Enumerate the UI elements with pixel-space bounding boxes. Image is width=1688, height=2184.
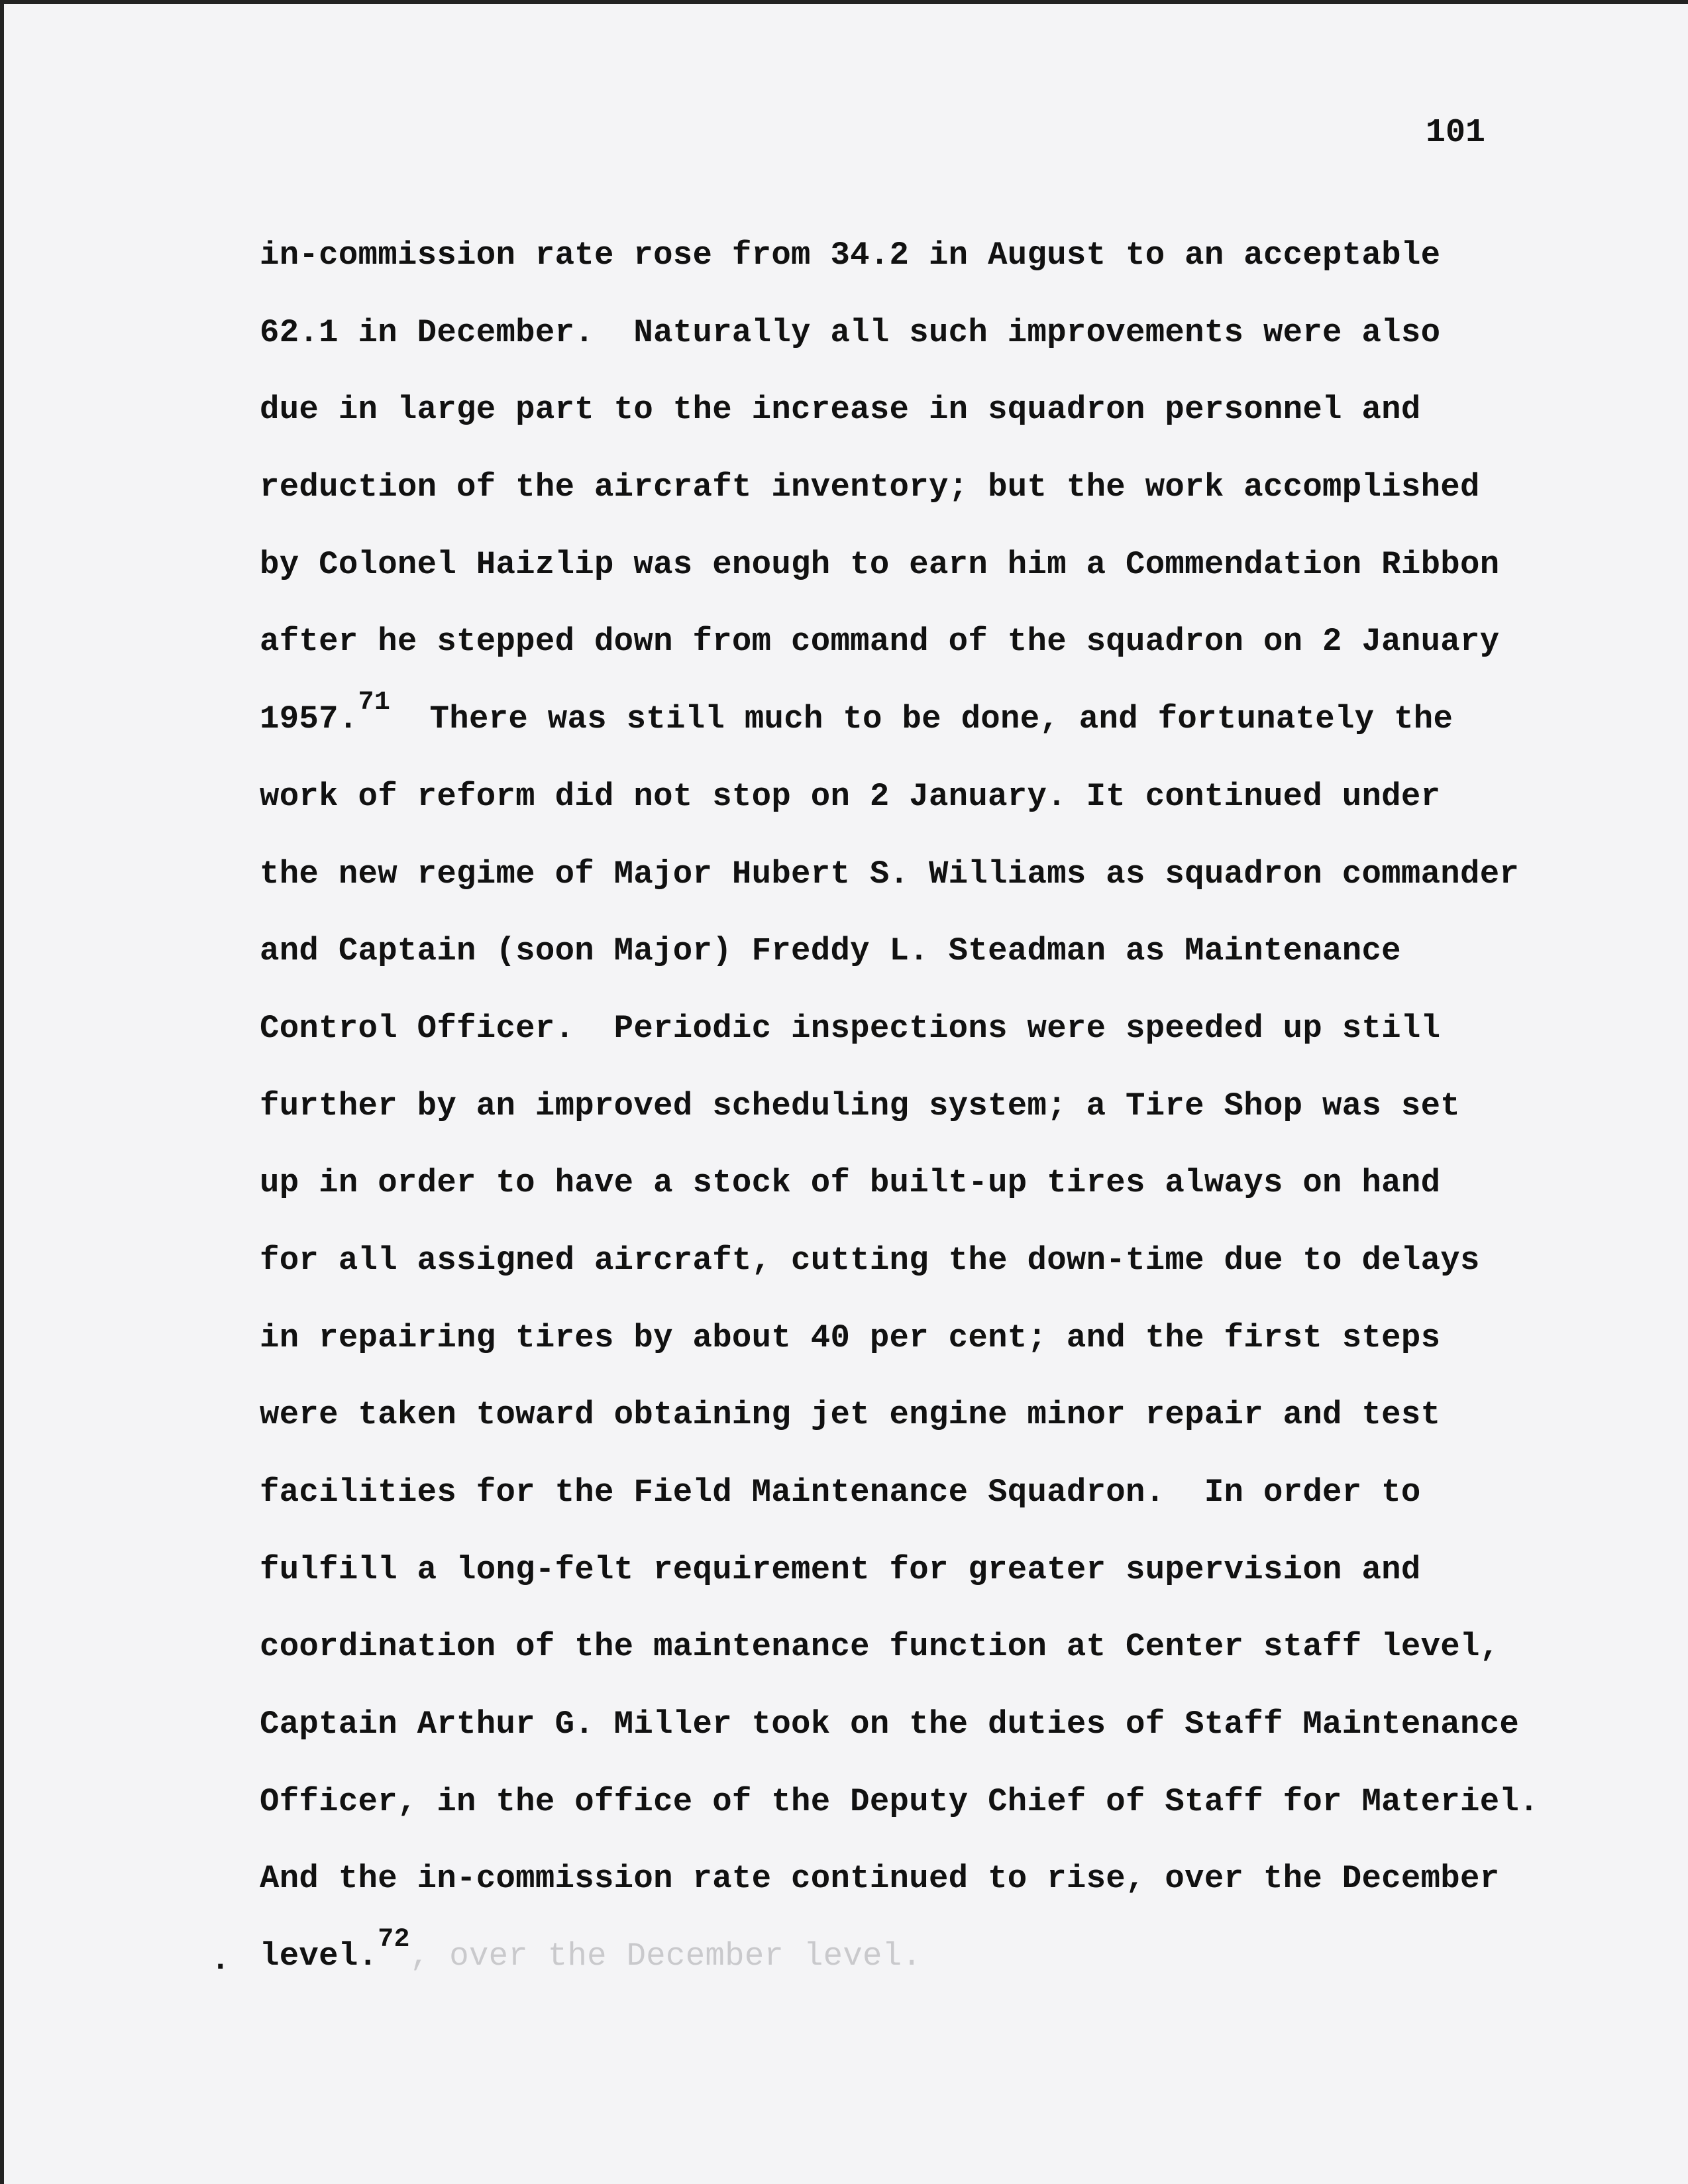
text-line: further by an improved scheduling system; a Tire Shop was set [260,1087,1460,1124]
scan-edge-left [0,0,4,2184]
text-line: facilities for the Field Maintenance Squadron. In order to [260,1474,1421,1511]
text-line: Captain Arthur G. Miller took on the duties of Staff Maintenance [260,1706,1520,1743]
page-number: 101 [1426,114,1486,152]
text-line: were taken toward obtaining jet engine minor repair and test [260,1396,1441,1434]
text-fragment: 1957. [260,700,358,738]
scan-edge-top [0,0,1688,4]
stray-mark: . [211,1941,231,1979]
footnote-ref-72: 72 [378,1925,410,1955]
text-line: fulfill a long-felt requirement for greater supervision and [260,1551,1421,1588]
text-line: 62.1 in December. Naturally all such improvements were also [260,313,1441,351]
text-line: for all assigned aircraft, cutting the down-time due to delays [260,1241,1480,1279]
footnote-ref-71: 71 [358,688,391,718]
text-line: due in large part to the increase in squadron personnel and [260,391,1421,429]
text-line: after he stepped down from command of the squadron on 2 January [260,623,1500,661]
text-line: the new regime of Major Hubert S. Williams as squadron commander [260,855,1520,893]
text-line: and Captain (soon Major) Freddy L. Steadman as Maintenance [260,932,1401,970]
text-line: Control Officer. Periodic inspections were speeded up still [260,1009,1441,1047]
text-line: in-commission rate rose from 34.2 in August to an acceptable [260,237,1441,274]
text-line: Officer, in the office of the Deputy Chief of Staff for Materiel. [260,1782,1539,1820]
text-line: coordination of the maintenance function at Center staff level, [260,1628,1500,1666]
erased-text: , over the December level. [409,1938,922,1975]
text-line: in repairing tires by about 40 per cent; and the first steps [260,1319,1441,1356]
text-fragment: level. [260,1938,378,1975]
text-line: reduction of the aircraft inventory; but the work accomplished [260,468,1480,506]
text-line: by Colonel Haizlip was enough to earn him a Commendation Ribbon [260,545,1500,583]
text-line: work of reform did not stop on 2 January. It continued under [260,777,1441,815]
text-line: And the in-commission rate continued to rise, over the December [260,1860,1500,1898]
document-body [260,232,1539,2010]
text-line: up in order to have a stock of built-up tires always on hand [260,1164,1441,1202]
text-line [260,688,1539,773]
text-line [260,1925,1539,2010]
text-fragment: There was still much to be done, and fortunately the [390,700,1453,738]
